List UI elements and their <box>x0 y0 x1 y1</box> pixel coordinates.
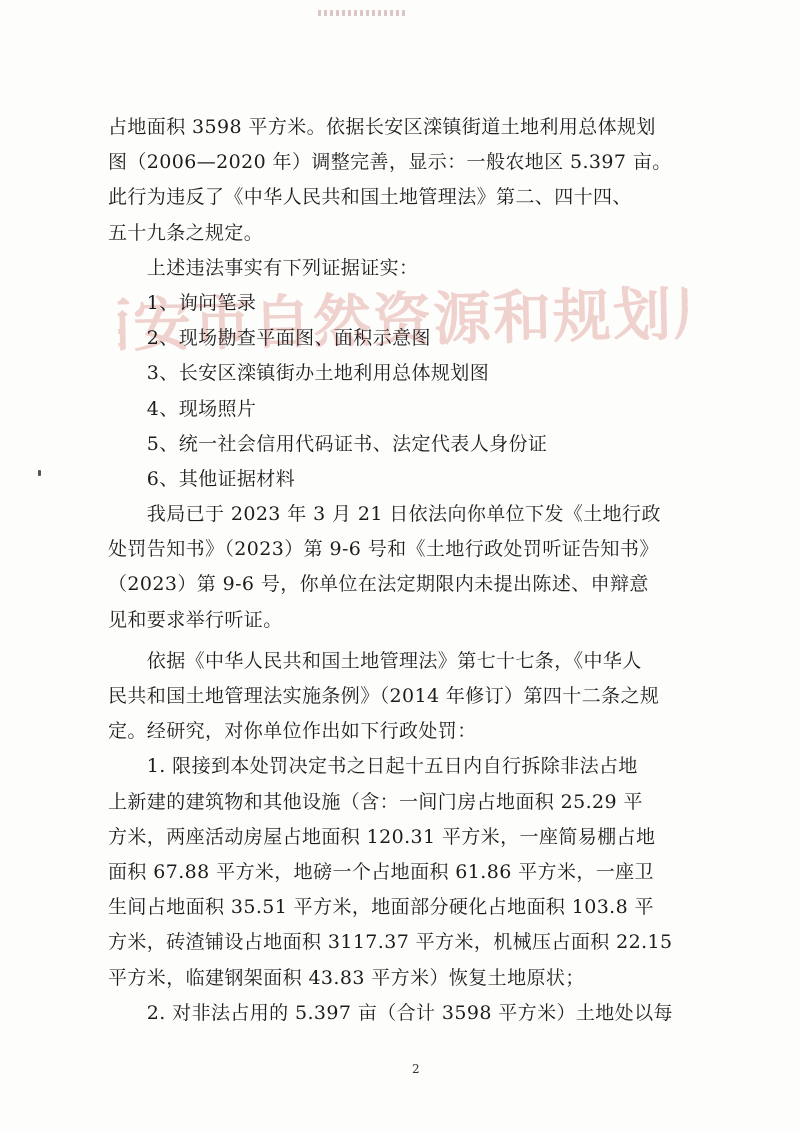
penalty-item: 2. 对非法占用的 5.397 亩（合计 3598 平方米）土地处以每 <box>108 1001 673 1024</box>
text-line: 上新建的建筑物和其他设施（含：一间门房占地面积 25.29 平 <box>108 790 643 813</box>
svg-text:西安市自然资源和规划局: 西安市自然资源和规划局 <box>117 279 689 361</box>
text-line: 面积 67.88 平方米，地磅一个占地面积 61.86 平方米，一座卫 <box>108 860 654 883</box>
text-line: 民共和国土地管理法实施条例》（2014 年修订）第四十二条之规 <box>108 685 660 707</box>
text-line: 我局已于 2023 年 3 月 21 日依法向你单位下发《土地行政 <box>108 503 661 526</box>
text-line: 处罚告知书》（2023）第 9-6 号和《土地行政处罚听证告知书》 <box>108 538 659 561</box>
document-body <box>108 110 718 1031</box>
text-line: 此行为违反了《中华人民共和国土地管理法》第二、四十四、 <box>108 186 632 209</box>
text-line: 依据《中华人民共和国土地管理法》第七十七条，《中华人 <box>108 649 642 672</box>
text-line: 方米，两座活动房屋占地面积 120.31 平方米，一座简易棚占地 <box>108 825 656 848</box>
evidence-item: 2、现场勘查平面图、面积示意图 <box>108 327 431 350</box>
page-number: 2 <box>412 1062 420 1076</box>
text-line: 图（2006—2020 年）调整完善，显示：一般农地区 5.397 亩。 <box>108 151 672 174</box>
text-line: 平方米，临建钢架面积 43.83 平方米）恢复土地原状； <box>108 966 585 989</box>
text-line: 方米，砖渣铺设占地面积 3117.37 平方米，机械压占面积 22.15 <box>108 931 673 954</box>
evidence-item: 5、统一社会信用代码证书、法定代表人身份证 <box>108 432 548 455</box>
text-line: 定。经研究，对你单位作出如下行政处罚： <box>108 720 477 743</box>
evidence-item: 6、其他证据材料 <box>108 467 296 490</box>
penalty-item: 1. 限接到本处罚决定书之日起十五日内自行拆除非法占地 <box>108 755 638 778</box>
evidence-item: 1、询问笔录 <box>108 291 257 314</box>
text-line: 见和要求举行听证。 <box>108 608 283 631</box>
text-line: 占地面积 3598 平方米。依据长安区滦镇街道土地利用总体规划 <box>108 116 656 138</box>
scan-speck <box>38 470 41 476</box>
evidence-item: 3、长安区滦镇街办土地利用总体规划图 <box>108 362 490 385</box>
evidence-heading: 上述违法事实有下列证据证实： <box>108 256 419 279</box>
text-line: （2023）第 9-6 号，你单位在法定期限内未提出陈述、申辩意 <box>108 573 649 596</box>
evidence-item: 4、现场照片 <box>108 397 257 420</box>
text-line: 五十九条之规定。 <box>108 221 264 244</box>
text-line: 生间占地面积 35.51 平方米，地面部分硬化占地面积 103.8 平 <box>108 896 654 919</box>
scan-artifact <box>318 10 408 16</box>
